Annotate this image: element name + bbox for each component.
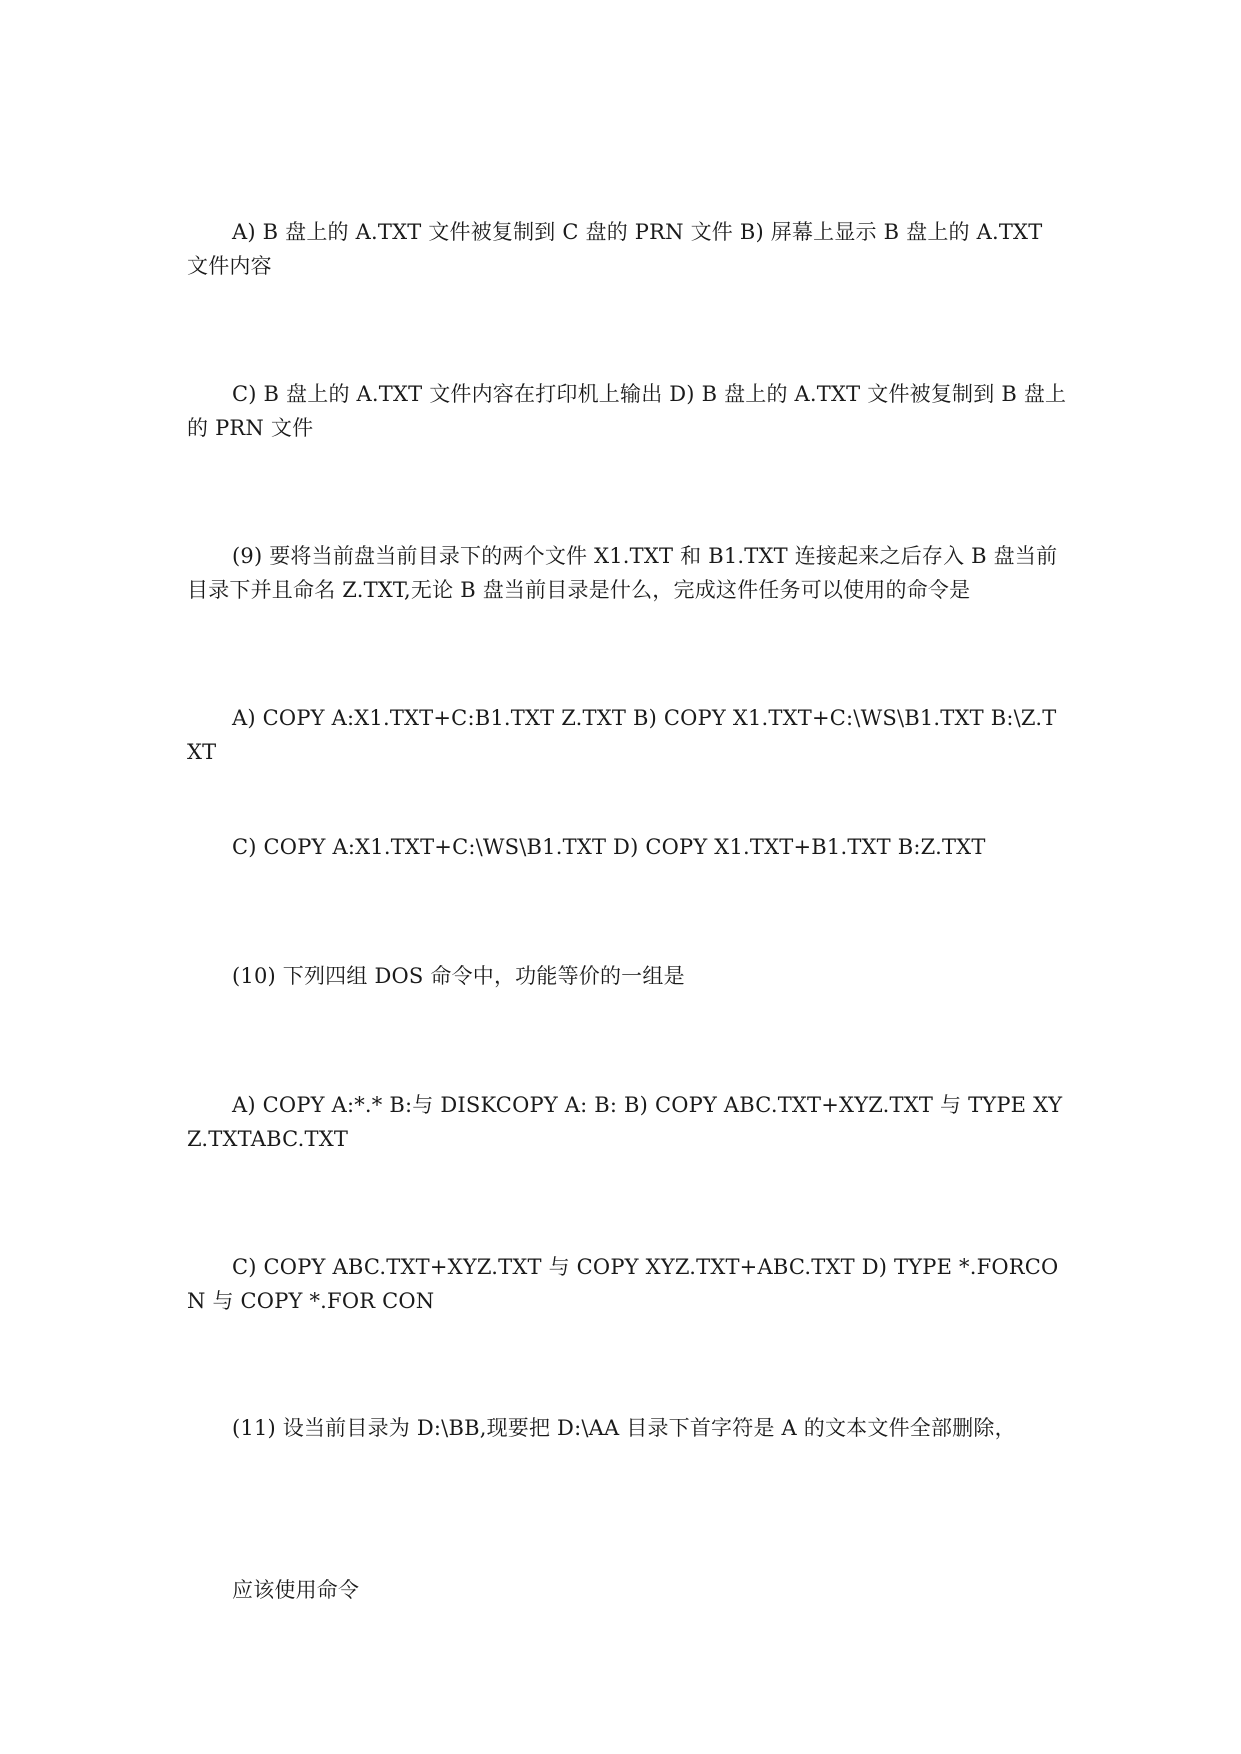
paragraph-5: C) COPY A:X1.TXT+C:\WS\B1.TXT D) COPY X1.TXT+B1.TXT B:Z.TXT (232, 835, 986, 859)
paragraph-8: C) COPY ABC.TXT+XYZ.TXT 与 COPY XYZ.TXT+ABC.TXT D) TYPE *.FORCON 与 COPY *.FOR CON (187, 1255, 1059, 1313)
paragraph-4: A) COPY A:X1.TXT+C:B1.TXT Z.TXT B) COPY X1.TXT+C:\WS\B1.TXT B:\Z.TXT (187, 706, 1057, 764)
paragraph-2: C) B 盘上的 A.TXT 文件内容在打印机上输出 D) B 盘上的 A.TXT 文件被复制到 B 盘上的 PRN 文件 (187, 382, 1067, 440)
paragraph-3: (9) 要将当前盘当前目录下的两个文件 X1.TXT 和 B1.TXT 连接起来之后存入 B 盘当前目录下并且命名 Z.TXT,无论 B 盘当前目录是什么，完成这件任务可以使用的命令是 (187, 544, 1058, 602)
paragraph-7: A) COPY A:*.* B:与 DISKCOPY A: B: B) COPY ABC.TXT+XYZ.TXT 与 TYPE XYZ.TXTABC.TXT (187, 1093, 1063, 1151)
paragraph-9: (11) 设当前目录为 D:\BB,现要把 D:\AA 目录下首字符是 A 的文本文件全部删除， (232, 1416, 1016, 1440)
paragraph-6: (10) 下列四组 DOS 命令中，功能等价的一组是 (232, 964, 685, 988)
paragraph-10: 应该使用命令 (232, 1578, 360, 1602)
paragraph-1: A) B 盘上的 A.TXT 文件被复制到 C 盘的 PRN 文件 B) 屏幕上显示 B 盘上的 A.TXT 文件内容 (187, 220, 1043, 278)
